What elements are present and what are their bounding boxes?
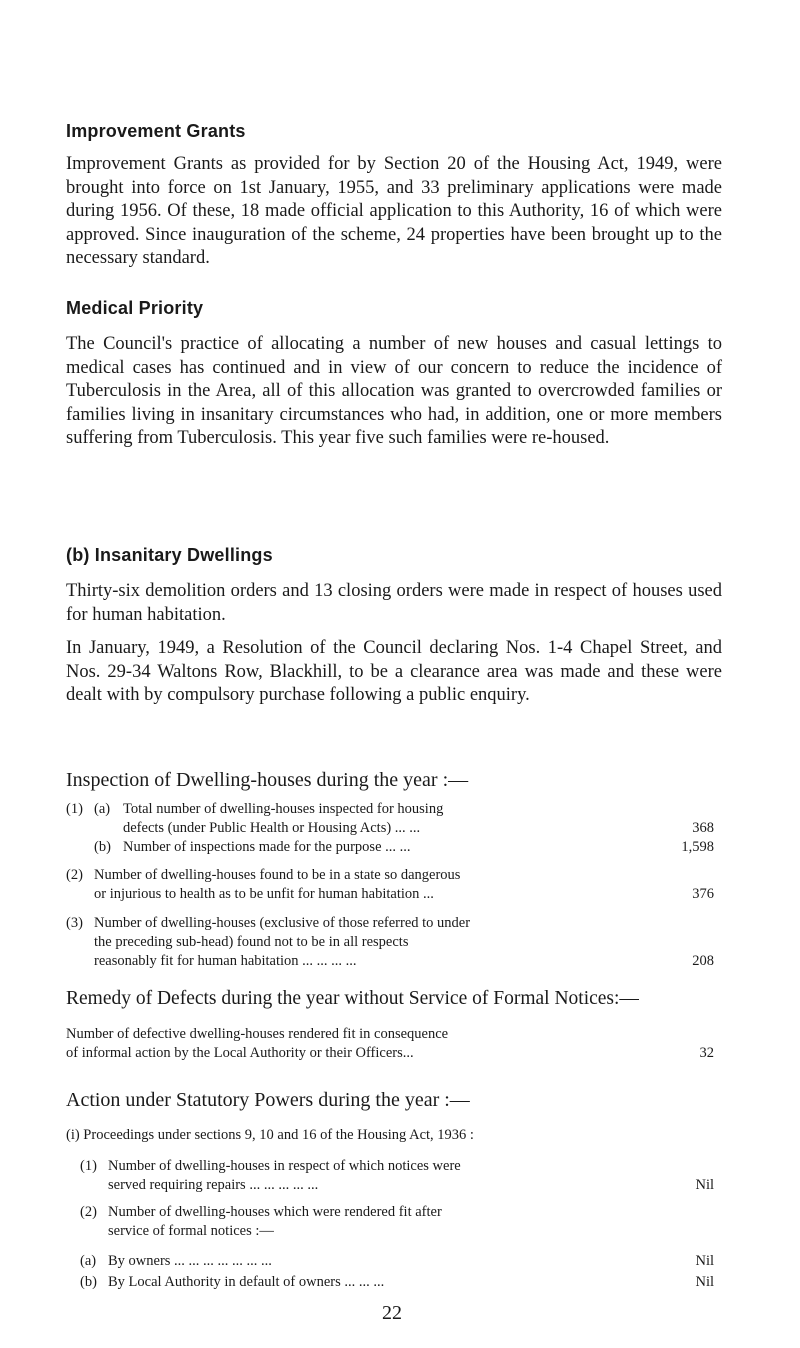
remedy-line1: Number of defective dwelling-houses rendered fit in consequence — [66, 1026, 449, 1042]
action-heading: Action under Statutory Powers during the year :— — [66, 1089, 470, 1111]
item-line1: Number of dwelling-houses in respect of which notices were — [108, 1158, 461, 1174]
item-line2: the preceding sub-head) found not to be in all respects — [94, 934, 409, 950]
remedy-value: 32 — [699, 1045, 714, 1061]
sub-text: By Local Authority in default of owners ... ... ... — [108, 1274, 385, 1290]
sub-label: (a) — [80, 1253, 97, 1269]
item-line1: Number of dwelling-houses which were rendered fit after — [108, 1204, 442, 1220]
item-line2: service of formal notices :— — [108, 1223, 274, 1239]
item-line1: Number of dwelling-houses found to be in a state so dangerous — [94, 867, 461, 883]
remedy-heading: Remedy of Defects during the year without Service of Formal Notices:— — [66, 988, 639, 1009]
item-line1: Total number of dwelling-houses inspected for housing — [123, 801, 444, 817]
sub-value: Nil — [695, 1274, 714, 1290]
item-line2: defects (under Public Health or Housing Acts) ... ... — [123, 820, 421, 836]
page-number: 22 — [382, 1302, 402, 1324]
item-value: 208 — [692, 953, 714, 969]
insanitary-paragraph-2: In January, 1949, a Resolution of the Council declaring Nos. 1-4 Chapel Street, and Nos. 29-34 Waltons Row, Blackhill, to be a clearance area was made and these were dealt with by compulsory purchase following a public enquiry. — [66, 638, 722, 706]
improvement-grants-heading: Improvement Grants — [66, 121, 246, 141]
medical-priority-heading: Medical Priority — [66, 298, 204, 318]
inspection-heading: Inspection of Dwelling-houses during the year :— — [66, 769, 469, 791]
insanitary-dwellings-section — [66, 545, 722, 708]
item-number: (2) — [80, 1204, 97, 1220]
improvement-grants-section — [66, 121, 722, 271]
item-sub: (a) — [94, 801, 111, 817]
item-line2: served requiring repairs ... ... ... ... ... — [108, 1177, 319, 1193]
sub-text: By owners ... ... ... ... ... ... ... — [108, 1253, 272, 1269]
improvement-grants-paragraph: Improvement Grants as provided for by Section 20 of the Housing Act, 1949, were brought into force on 1st January, 1955, and 33 preliminary applications were made during 1956. Of these, 18 made official application to this Authority, 16 of which were approved. Since inauguration of the scheme, 24 properties have been brought up to the necessary standard. — [66, 154, 722, 269]
item-value: Nil — [695, 1177, 714, 1193]
proceedings-text: (i) Proceedings under sections 9, 10 and 16 of the Housing Act, 1936 : — [66, 1127, 474, 1143]
item-value: 368 — [692, 820, 714, 836]
item-value: 376 — [692, 886, 714, 902]
item-number: (1) — [66, 801, 83, 817]
item-number: (2) — [66, 867, 83, 883]
item-value: 1,598 — [681, 839, 714, 855]
sub-label: (b) — [80, 1274, 97, 1290]
item-line3: reasonably fit for human habitation ... ... ... ... — [94, 953, 357, 969]
action-section — [66, 1089, 722, 1112]
medical-priority-section — [66, 298, 722, 451]
insanitary-dwellings-heading: (b) Insanitary Dwellings — [66, 545, 273, 565]
remedy-line2: of informal action by the Local Authority or their Officers... — [66, 1045, 414, 1061]
item-sub: (b) — [94, 839, 111, 855]
insanitary-paragraph-1: Thirty-six demolition orders and 13 closing orders were made in respect of houses used for human habitation. — [66, 581, 722, 625]
item-line2: or injurious to health as to be unfit for human habitation ... — [94, 886, 434, 902]
item-line1: Number of inspections made for the purpose ... ... — [123, 839, 411, 855]
item-number: (1) — [80, 1158, 97, 1174]
inspection-section — [66, 769, 722, 792]
sub-value: Nil — [695, 1253, 714, 1269]
item-number: (3) — [66, 915, 83, 931]
item-line1: Number of dwelling-houses (exclusive of those referred to under — [94, 915, 471, 931]
medical-priority-paragraph: The Council's practice of allocating a number of new houses and casual lettings to medical cases has continued and in view of our concern to reduce the incidence of Tuberculosis in the Area, all of this allocation was granted to overcrowded families or families living in insanitary circumstances who had, in addition, one or more members suffering from Tuberculosis. This year five such families were re-housed. — [66, 334, 722, 449]
remedy-section — [66, 988, 746, 1010]
